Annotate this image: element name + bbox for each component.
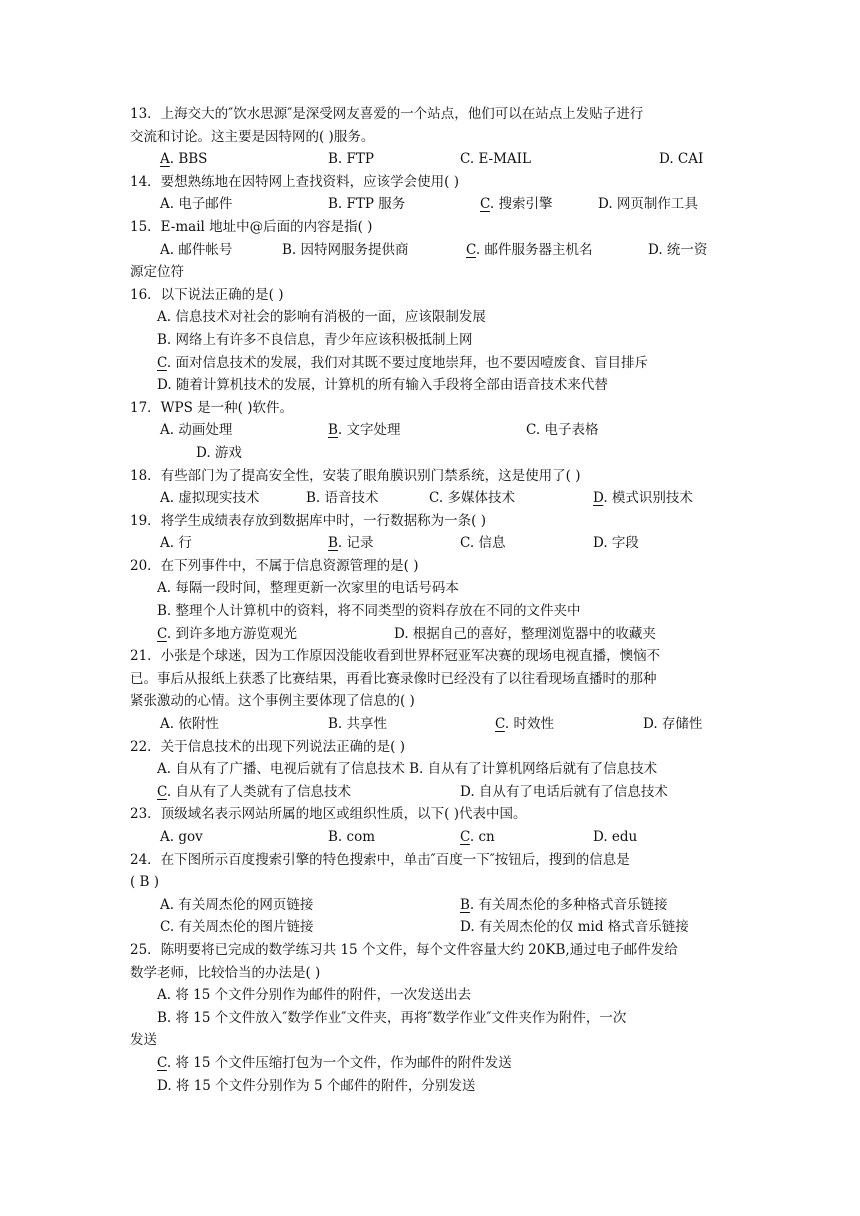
question-21-cont: 已。事后从报纸上获悉了比赛结果，再看比赛录像时已经没有了以往看现场直播时的那种	[130, 670, 657, 687]
option-a: A. 电子邮件	[160, 196, 233, 213]
question-13: 13．上海交大的″饮水思源″是深受网友喜爱的一个站点，他们可以在站点上发贴子进行	[130, 106, 644, 122]
option-b: B. 网络上有许多不良信息，青少年应该积极抵制上网	[157, 331, 473, 348]
question-24-answer: ( B )	[130, 874, 160, 891]
option-c: C. 将 15 个文件压缩打包为一个文件，作为邮件的附件发送	[157, 1054, 512, 1071]
option-c: C. 有关周杰伦的图片链接	[160, 919, 314, 936]
question-25: 25．陈明要将已完成的数学练习共 15 个文件，每个文件容量大约 20KB,通过电子邮件发给	[130, 941, 678, 958]
option-c: C. 信息	[460, 535, 506, 552]
question-20: 20．在下列事件中，不属于信息资源管理的是( )	[130, 557, 419, 574]
question-21-options	[130, 713, 730, 736]
option-b: B. 文字处理	[328, 422, 401, 439]
option-d: D. 网页制作工具	[598, 196, 698, 213]
option-c: C. cn	[460, 829, 495, 845]
question-15-wrap: 源定位符	[130, 264, 184, 281]
option-c: C. 多媒体技术	[429, 490, 515, 507]
option-b: B. 整理个人计算机中的资料，将不同类型的资料存放在不同的文件夹中	[157, 603, 581, 620]
option-d: D. 自从有了电话后就有了信息技术	[460, 783, 668, 800]
question-14-options	[130, 193, 730, 216]
option-a-b: A. 自从有了广播、电视后就有了信息技术 B. 自从有了计算机网络后就有了信息技术	[157, 761, 658, 778]
option-a: A. 虚拟现实技术	[160, 490, 260, 507]
question-25-cont: 数学老师，比较恰当的办法是( )	[130, 964, 321, 981]
option-b: B. FTP 服务	[328, 196, 406, 213]
option-a: A. 依附性	[160, 716, 219, 733]
question-24: 24．在下图所示百度搜索引擎的特色搜索中，单击″百度一下″按钮后，搜到的信息是	[130, 851, 630, 868]
option-a: A. BBS	[160, 151, 208, 168]
option-d: D. 统一资	[648, 241, 708, 258]
question-24-options	[130, 894, 730, 917]
question-17: 17．WPS 是一种( )软件。	[130, 399, 294, 416]
option-a: A. 动画处理	[160, 422, 233, 439]
option-a: A. 信息技术对社会的影响有消极的一面，应该限制发展	[157, 309, 486, 326]
option-d: D. edu	[593, 829, 638, 845]
option-d: D. 根据自己的喜好，整理浏览器中的收藏夹	[394, 625, 656, 642]
question-13-options	[130, 148, 730, 171]
option-b: B. com	[328, 829, 375, 845]
question-23: 23．顶级域名表示网站所属的地区或组织性质，以下( )代表中国。	[130, 806, 527, 823]
option-b: B. 将 15 个文件放入″数学作业″文件夹，再将″数学作业″文件夹作为附件，一次	[157, 1009, 627, 1026]
option-c: C. 电子表格	[526, 422, 599, 439]
option-d: D. 有关周杰伦的仅 mid 格式音乐链接	[460, 919, 689, 936]
question-20-options	[130, 623, 730, 646]
question-15: 15．E-mail 地址中@后面的内容是指( )	[130, 218, 373, 235]
option-d: D. CAI	[659, 151, 704, 168]
question-16: 16．以下说法正确的是( )	[130, 286, 284, 303]
option-c: C. 到许多地方游览观光	[157, 625, 297, 642]
question-22: 22．关于信息技术的出现下列说法正确的是( )	[130, 738, 406, 755]
option-a: A. 有关周杰伦的网页链接	[160, 896, 314, 913]
question-list	[130, 103, 730, 1097]
question-19: 19．将学生成绩表存放到数据库中时，一行数据称为一条( )	[130, 512, 487, 529]
option-b: B. 有关周杰伦的多种格式音乐链接	[460, 896, 668, 913]
question-15-options	[130, 239, 730, 262]
option-d: D. 字段	[593, 535, 639, 552]
question-18: 18．有些部门为了提高安全性，安装了眼角膜识别门禁系统，这是使用了( )	[130, 467, 581, 484]
option-c: C. 面对信息技术的发展，我们对其既不要过度地崇拜，也不要因噎废食、盲目排斥	[157, 354, 648, 371]
question-23-options	[130, 826, 730, 849]
option-d: D. 将 15 个文件分别作为 5 个邮件的附件，分别发送	[157, 1077, 476, 1094]
option-a: A. 行	[160, 535, 192, 552]
option-a: A. gov	[160, 829, 203, 845]
option-a: A. 每隔一段时间，整理更新一次家里的电话号码本	[157, 580, 459, 597]
question-19-options	[130, 532, 730, 555]
option-b: B. FTP	[328, 151, 374, 168]
question-21: 21．小张是个球迷，因为工作原因没能收看到世界杯冠亚军决赛的现场电视直播，懊恼不	[130, 648, 661, 665]
option-b-wrap: 发送	[130, 1032, 157, 1049]
option-c: C. 邮件服务器主机名	[466, 241, 593, 258]
option-c: C. 搜索引擎	[480, 196, 553, 213]
question-18-options	[130, 487, 730, 510]
option-a: A. 将 15 个文件分别作为邮件的附件，一次发送出去	[157, 987, 472, 1004]
question-17-options	[130, 419, 730, 442]
question-24-options-2	[130, 916, 730, 939]
option-b: B. 共享性	[328, 716, 388, 733]
question-13-cont: 交流和讨论。这主要是因特网的( )服务。	[130, 128, 375, 145]
option-b: B. 因特网服务提供商	[282, 241, 409, 258]
option-d: D. 存储性	[643, 716, 703, 733]
option-b: B. 记录	[328, 535, 374, 552]
option-d: D. 随着计算机技术的发展，计算机的所有输入手段将全部由语音技术来代替	[157, 377, 608, 394]
option-b: B. 语音技术	[306, 490, 379, 507]
option-a: A. 邮件帐号	[160, 241, 233, 258]
question-22-options	[130, 781, 730, 804]
option-c: C. 自从有了人类就有了信息技术	[157, 783, 351, 800]
option-c: C. E-MAIL	[460, 151, 531, 168]
option-d: D. 模式识别技术	[593, 490, 693, 507]
option-c: C. 时效性	[495, 716, 554, 733]
question-21-cont2: 紧张激动的心情。这个事例主要体现了信息的( )	[130, 693, 415, 710]
option-d: D. 游戏	[196, 444, 242, 461]
question-14: 14．要想熟练地在因特网上查找资料，应该学会使用( )	[130, 173, 460, 190]
